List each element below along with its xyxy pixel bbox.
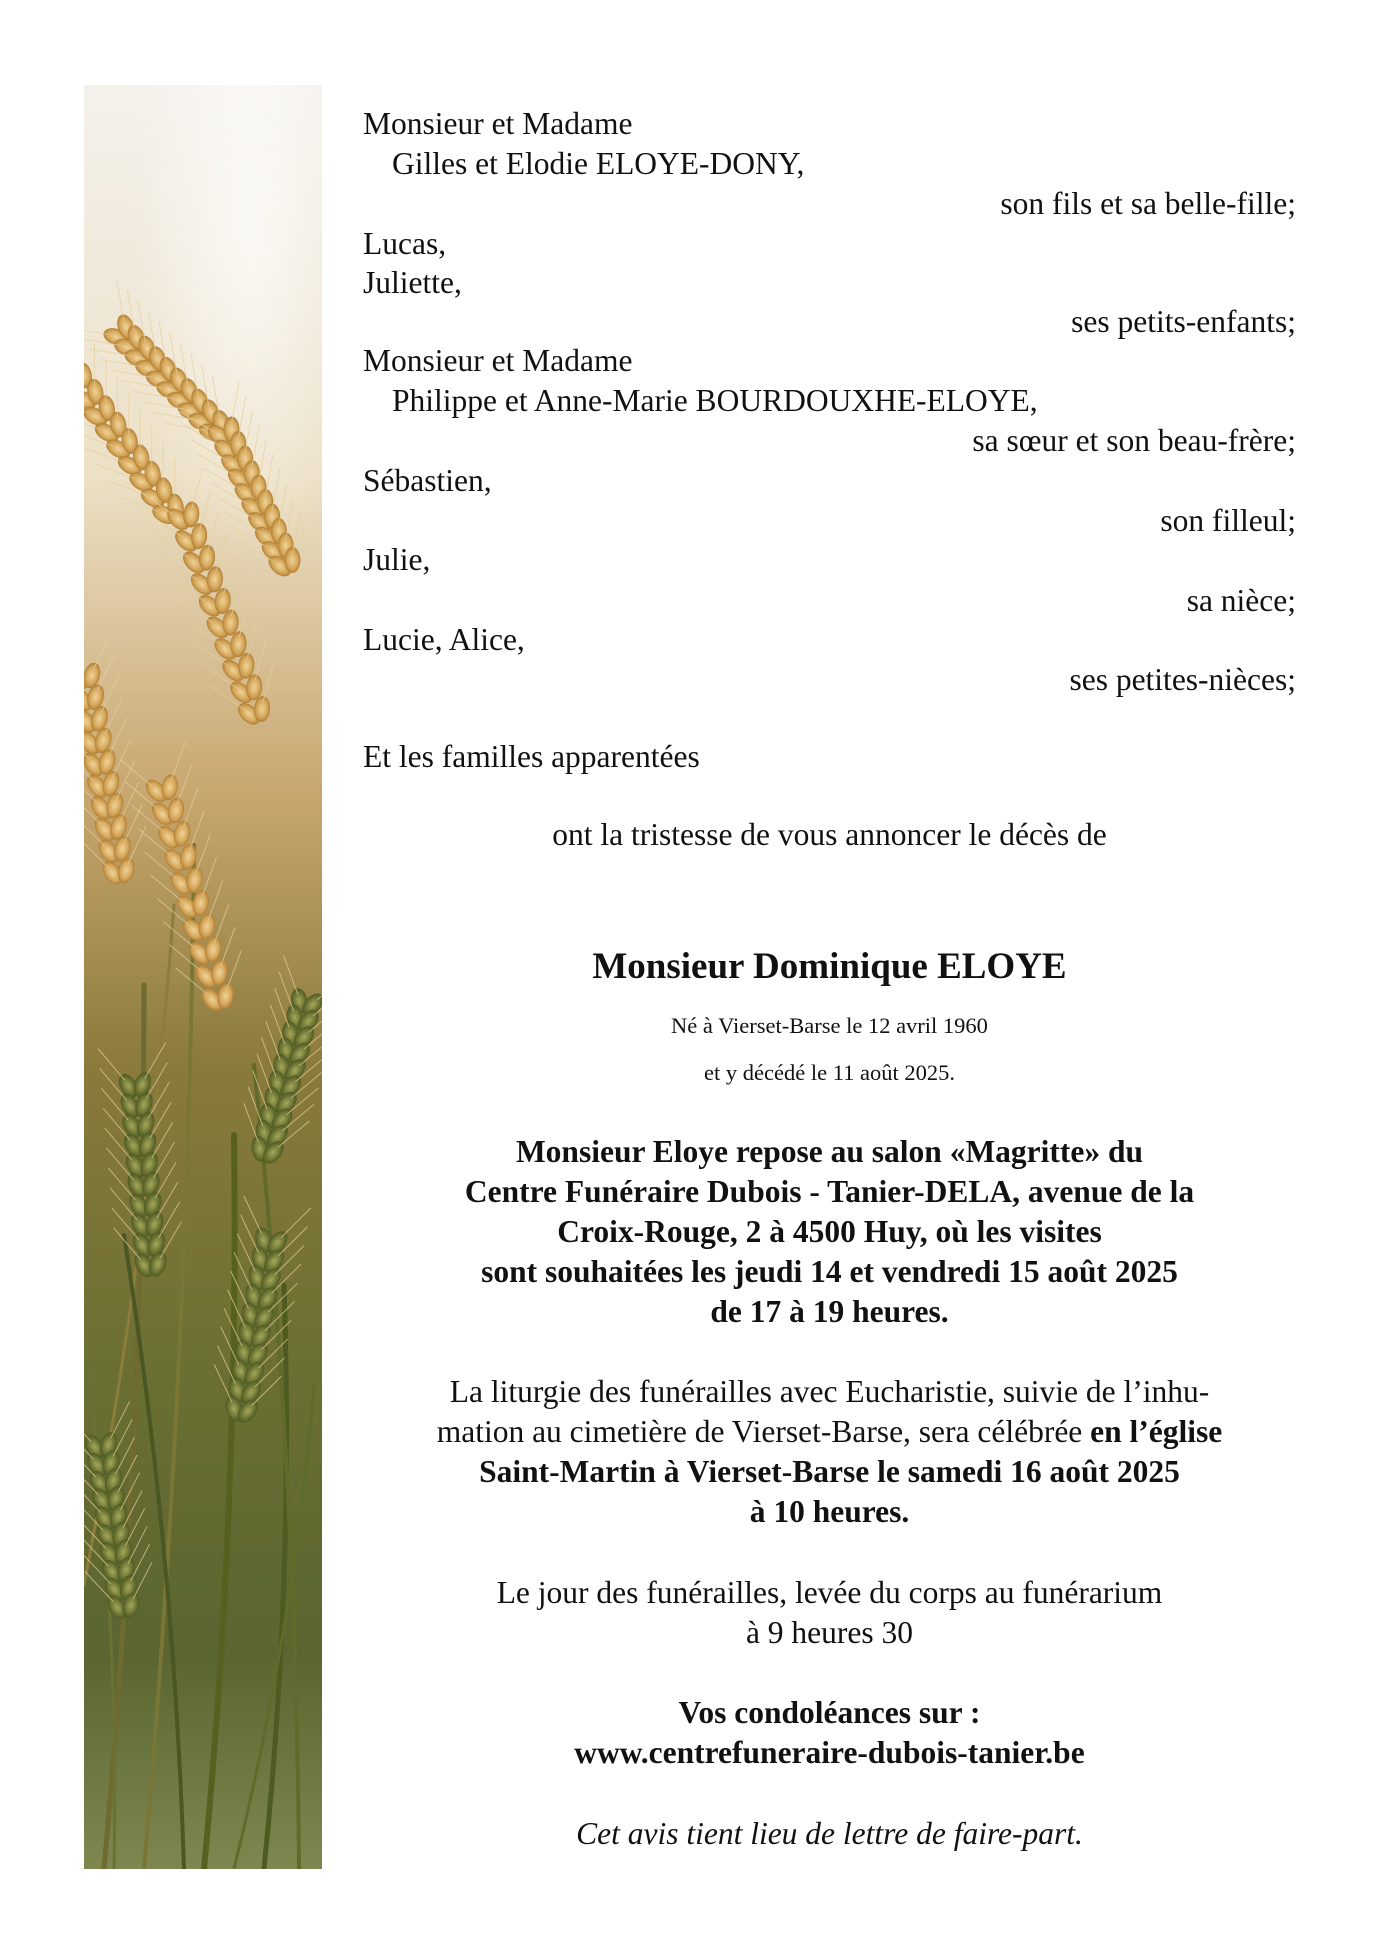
deceased-name: Monsieur Dominique ELOYE [592, 946, 1067, 987]
condolences-url[interactable]: www.centrefuneraire-dubois-tanier.be [574, 1735, 1085, 1770]
family-line-3: Lucas, [363, 226, 447, 261]
announce-line: ont la tristesse de vous annoncer le décès de [552, 817, 1107, 852]
family-line-5: Monsieur et Madame [363, 343, 633, 378]
death-info: et y décédé le 11 août 2025. [704, 1060, 955, 1085]
wheat-field-image [84, 85, 322, 1869]
liturgy-line-2-plain: mation au cimetière de Vierset-Barse, sera célébrée [436, 1414, 1091, 1449]
liturgy-line-3: Saint-Martin à Vierset-Barse le samedi 16 août 2025 [479, 1454, 1180, 1489]
birth-info: Né à Vierset-Barse le 12 avril 1960 [671, 1013, 988, 1038]
family-line-4: Juliette, [363, 265, 462, 300]
visits-line-4: sont souhaitées les jeudi 14 et vendredi 15 août 2025 [481, 1254, 1178, 1289]
visits-line-5: de 17 à 19 heures. [710, 1294, 949, 1329]
family-relation-1: son fils et sa belle-fille; [1000, 186, 1296, 221]
family-line-7: Sébastien, [363, 463, 492, 498]
liturgy-line-4: à 10 heures. [749, 1494, 910, 1529]
visits-line-1: Monsieur Eloye repose au salon «Magritte» du [515, 1134, 1144, 1169]
family-line-6: Philippe et Anne-Marie BOURDOUXHE-ELOYE, [392, 383, 1038, 418]
family-line-8: Julie, [363, 542, 431, 577]
wheat-grain [284, 547, 300, 573]
visits-line-2: Centre Funéraire Dubois - Tanier-DELA, avenue de la [464, 1174, 1195, 1209]
levee-line-1: Le jour des funérailles, levée du corps au funérarium [496, 1575, 1163, 1610]
families-line: Et les familles apparentées [363, 739, 700, 774]
visits-line-3: Croix-Rouge, 2 à 4500 Huy, où les visites [557, 1214, 1102, 1249]
footer-note: Cet avis tient lieu de lettre de faire-part. [576, 1816, 1083, 1851]
liturgy-church-emphasis: en l’église [1090, 1414, 1223, 1449]
family-relation-4: son filleul; [1160, 503, 1296, 538]
family-line-9: Lucie, Alice, [363, 622, 525, 657]
family-relation-6: ses petites-nièces; [1069, 662, 1296, 697]
family-line-1: Monsieur et Madame [363, 106, 633, 141]
levee-line-2: à 9 heures 30 [745, 1615, 914, 1650]
liturgy-line-1: La liturgie des funérailles avec Eucharistie, suivie de l’inhu- [449, 1374, 1210, 1409]
family-line-2: Gilles et Elodie ELOYE-DONY, [392, 146, 805, 181]
liturgy-line-2 [363, 1413, 1296, 1451]
family-relation-2: ses petits-enfants; [1071, 304, 1296, 339]
condolences-label: Vos condoléances sur : [678, 1695, 981, 1730]
family-relation-5: sa nièce; [1186, 583, 1296, 618]
family-relation-3: sa sœur et son beau-frère; [972, 423, 1296, 458]
